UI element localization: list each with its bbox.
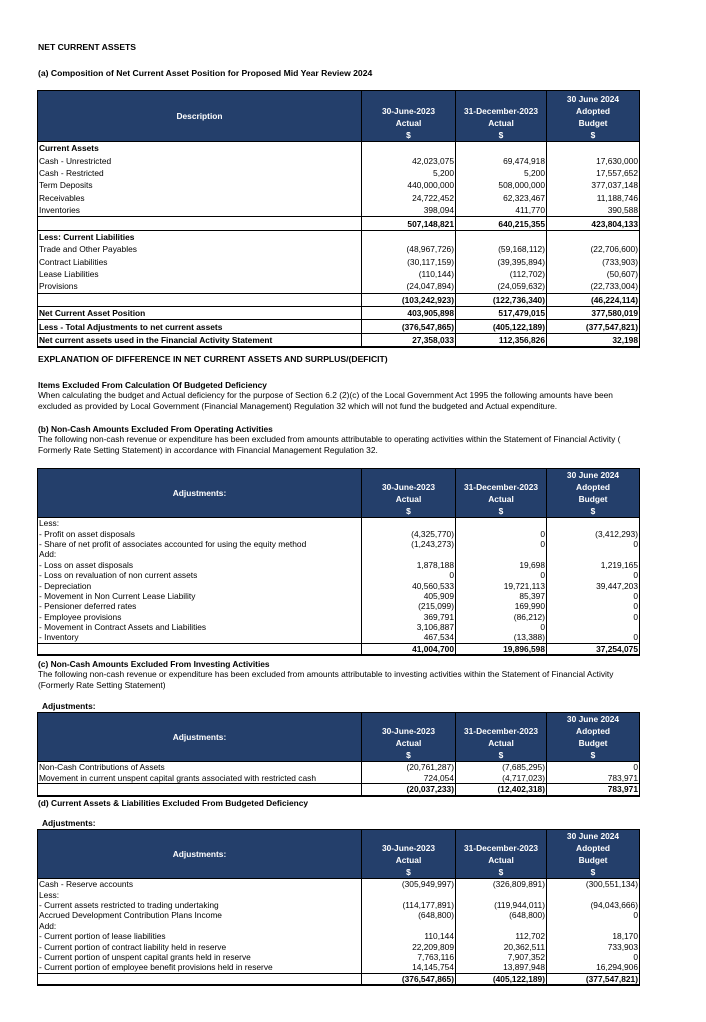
row-value: (377,547,821) xyxy=(547,973,640,985)
row-value xyxy=(362,549,456,559)
table-row xyxy=(38,622,640,632)
table-row xyxy=(38,154,640,166)
table-row xyxy=(38,580,640,590)
row-value: 0 xyxy=(547,570,640,580)
header-col-budget-2024-line: Budget xyxy=(578,738,608,748)
header-col-dec-2023-line: $ xyxy=(498,130,504,140)
row-label: - Movement in Contract Assets and Liabilities xyxy=(38,622,362,632)
row-value: 32,198 xyxy=(547,333,640,347)
row-value xyxy=(547,921,640,931)
row-value: 0 xyxy=(547,612,640,622)
row-value: 41,004,700 xyxy=(362,643,456,655)
row-value: (1,243,273) xyxy=(362,539,456,549)
header-col-2023 xyxy=(362,91,456,142)
header-col-dec-2023-line: 31-December-2023 xyxy=(463,726,539,736)
row-value: 13,897,948 xyxy=(456,962,547,973)
row-label: Less: xyxy=(38,889,362,899)
table-row xyxy=(38,230,640,243)
row-label: - Inventory xyxy=(38,632,362,643)
row-value: (20,037,233) xyxy=(362,784,456,796)
table-row xyxy=(38,952,640,962)
row-value: 69,474,918 xyxy=(456,154,547,166)
row-value: (119,944,011) xyxy=(456,900,547,910)
row-value: (405,122,189) xyxy=(456,973,547,985)
row-label: Provisions xyxy=(38,280,362,293)
row-value: (50,607) xyxy=(547,268,640,280)
row-value: (122,736,340) xyxy=(456,293,547,306)
row-value xyxy=(362,142,456,155)
row-value: 5,200 xyxy=(456,167,547,179)
header-col-2023-line: 30-June-2023 xyxy=(381,106,436,116)
row-value xyxy=(362,921,456,931)
row-label: - Loss on asset disposals xyxy=(38,560,362,570)
header-col-dec-2023 xyxy=(456,91,547,142)
row-label: Term Deposits xyxy=(38,179,362,191)
row-label: Cash - Unrestricted xyxy=(38,154,362,166)
row-value xyxy=(456,142,547,155)
header-col-budget-2024 xyxy=(547,830,640,879)
row-value: (112,702) xyxy=(456,268,547,280)
row-value xyxy=(547,549,640,559)
row-value: 377,580,019 xyxy=(547,307,640,320)
row-value: 0 xyxy=(362,570,456,580)
row-value: (114,177,891) xyxy=(362,900,456,910)
table-row xyxy=(38,204,640,217)
explanation-subheading: Items Excluded From Calculation Of Budgeted Deficiency xyxy=(38,380,267,390)
row-label: Contract Liabilities xyxy=(38,256,362,268)
row-value: 0 xyxy=(547,591,640,601)
table-row xyxy=(38,142,640,155)
row-label: Cash - Restricted xyxy=(38,167,362,179)
row-value: 17,630,000 xyxy=(547,154,640,166)
row-label: - Share of net profit of associates accounted for using the equity method xyxy=(38,539,362,549)
header-col-2023-line: Actual xyxy=(395,738,422,748)
row-label: Add: xyxy=(38,549,362,559)
row-value: 18,170 xyxy=(547,931,640,941)
row-value: 0 xyxy=(547,601,640,611)
header-col-dec-2023 xyxy=(456,713,547,762)
row-value: 0 xyxy=(456,570,547,580)
row-value: 0 xyxy=(547,762,640,773)
row-value: 5,200 xyxy=(362,167,456,179)
row-label: Current Assets xyxy=(38,142,362,155)
row-label: Net Current Asset Position xyxy=(38,307,362,320)
row-value: 467,534 xyxy=(362,632,456,643)
row-label: Less: xyxy=(38,518,362,529)
row-value: 112,702 xyxy=(456,931,547,941)
section-b-heading: (b) Non-Cash Amounts Excluded From Operating Activities xyxy=(38,424,273,434)
row-value: 440,000,000 xyxy=(362,179,456,191)
row-value: 0 xyxy=(547,910,640,920)
header-description: Description xyxy=(38,91,362,142)
header-col-dec-2023-line: 31-December-2023 xyxy=(463,843,539,853)
table-row xyxy=(38,910,640,920)
row-label: - Pensioner deferred rates xyxy=(38,601,362,611)
row-label: - Profit on asset disposals xyxy=(38,528,362,538)
table-row xyxy=(38,784,640,796)
row-value: 507,148,821 xyxy=(362,217,456,230)
row-value xyxy=(547,142,640,155)
table-header-row xyxy=(38,713,640,762)
table-row xyxy=(38,941,640,951)
row-value: 7,763,116 xyxy=(362,952,456,962)
header-col-budget-2024-line: 30 June 2024 xyxy=(566,470,620,480)
header-col-2023-line: 30-June-2023 xyxy=(381,843,436,853)
row-label: - Current portion of employee benefit provisions held in reserve xyxy=(38,962,362,973)
row-value: 405,909 xyxy=(362,591,456,601)
header-col-budget-2024-line: $ xyxy=(590,130,596,140)
header-col-dec-2023-line: 31-December-2023 xyxy=(463,106,539,116)
row-value: (215,099) xyxy=(362,601,456,611)
header-description: Adjustments: xyxy=(38,469,362,518)
table-row xyxy=(38,217,640,230)
row-label: Less - Total Adjustments to net current assets xyxy=(38,320,362,333)
table-row xyxy=(38,632,640,643)
row-label: - Current portion of contract liability held in reserve xyxy=(38,941,362,951)
row-value: (12,402,318) xyxy=(456,784,547,796)
header-col-budget-2024-line: 30 June 2024 xyxy=(566,714,620,724)
header-col-budget-2024-line: $ xyxy=(590,867,596,877)
table-row xyxy=(38,612,640,622)
section-c-adjustments-label: Adjustments: xyxy=(42,701,96,711)
row-label: - Employee provisions xyxy=(38,612,362,622)
row-value: 390,588 xyxy=(547,204,640,217)
section-c-text-2: (Formerly Rate Setting Statement) xyxy=(38,680,166,690)
row-label: - Current assets restricted to trading undertaking xyxy=(38,900,362,910)
table-row xyxy=(38,900,640,910)
table-row xyxy=(38,539,640,549)
table-row xyxy=(38,280,640,293)
row-label: Inventories xyxy=(38,204,362,217)
table-header-row xyxy=(38,91,640,142)
row-value: 42,023,075 xyxy=(362,154,456,166)
row-label: Less: Current Liabilities xyxy=(38,230,362,243)
row-value: 85,397 xyxy=(456,591,547,601)
row-value: 14,145,754 xyxy=(362,962,456,973)
header-col-budget-2024 xyxy=(547,91,640,142)
section-c-text-1: The following non-cash revenue or expenditure has been excluded from amounts attributable to investing activities within the Statement of Financial Activity xyxy=(38,669,614,679)
header-col-dec-2023-line: Actual xyxy=(488,855,514,865)
header-col-2023 xyxy=(362,713,456,762)
row-value: (103,242,923) xyxy=(362,293,456,306)
row-value: (733,903) xyxy=(547,256,640,268)
table-row xyxy=(38,307,640,320)
table-row xyxy=(38,570,640,580)
table-row xyxy=(38,643,640,655)
row-value: 724,054 xyxy=(362,773,456,784)
row-label: Accrued Development Contribution Plans Income xyxy=(38,910,362,920)
header-col-budget-2024-line: $ xyxy=(590,750,596,760)
row-value: 37,254,075 xyxy=(547,643,640,655)
header-col-2023-line: Actual xyxy=(395,855,422,865)
section-c-heading: (c) Non-Cash Amounts Excluded From Investing Activities xyxy=(38,659,270,669)
row-value: 398,094 xyxy=(362,204,456,217)
header-col-2023 xyxy=(362,469,456,518)
row-value: (22,733,004) xyxy=(547,280,640,293)
header-col-dec-2023-line: 31-December-2023 xyxy=(463,482,539,492)
row-value xyxy=(362,518,456,529)
row-label: Add: xyxy=(38,921,362,931)
row-label: - Loss on revaluation of non current assets xyxy=(38,570,362,580)
header-col-2023-line: $ xyxy=(406,750,411,760)
row-value: (376,547,865) xyxy=(362,320,456,333)
row-value: 110,144 xyxy=(362,931,456,941)
header-col-dec-2023-line: Actual xyxy=(488,494,514,504)
row-value: (648,800) xyxy=(456,910,547,920)
row-value: 16,294,906 xyxy=(547,962,640,973)
row-value: 508,000,000 xyxy=(456,179,547,191)
header-col-dec-2023-line: $ xyxy=(498,750,504,760)
row-label xyxy=(38,643,362,655)
row-value: 0 xyxy=(547,952,640,962)
row-value xyxy=(547,518,640,529)
table-row xyxy=(38,192,640,204)
row-label: Net current assets used in the Financial Activity Statement xyxy=(38,333,362,347)
row-label: Movement in current unspent capital grants associated with restricted cash xyxy=(38,773,362,784)
table-row xyxy=(38,333,640,347)
row-label xyxy=(38,784,362,796)
row-value: (86,212) xyxy=(456,612,547,622)
row-value: 1,878,188 xyxy=(362,560,456,570)
row-value: (7,685,295) xyxy=(456,762,547,773)
row-value: 0 xyxy=(456,528,547,538)
row-value: 0 xyxy=(547,539,640,549)
row-label: Trade and Other Payables xyxy=(38,243,362,255)
row-value: 0 xyxy=(456,539,547,549)
row-value: (305,949,997) xyxy=(362,879,456,890)
section-b-text-2: Formerly Rate Setting Statement) in accordance with Financial Management Regulation 32. xyxy=(38,445,378,455)
row-value: 783,971 xyxy=(547,773,640,784)
table-header-row xyxy=(38,830,640,879)
row-value xyxy=(547,230,640,243)
row-value xyxy=(456,518,547,529)
table-row xyxy=(38,560,640,570)
row-value: (24,047,894) xyxy=(362,280,456,293)
row-value: (376,547,865) xyxy=(362,973,456,985)
row-value: 733,903 xyxy=(547,941,640,951)
row-value: (4,325,770) xyxy=(362,528,456,538)
table-row xyxy=(38,601,640,611)
row-value: (59,168,112) xyxy=(456,243,547,255)
table-row xyxy=(38,921,640,931)
row-label xyxy=(38,217,362,230)
row-label: Lease Liabilities xyxy=(38,268,362,280)
section-d-heading: (d) Current Assets & Liabilities Excluded From Budgeted Deficiency xyxy=(38,798,309,808)
header-col-budget-2024 xyxy=(547,713,640,762)
row-value: (30,117,159) xyxy=(362,256,456,268)
row-label: Cash - Reserve accounts xyxy=(38,879,362,890)
header-description: Adjustments: xyxy=(38,713,362,762)
net-current-assets-table xyxy=(37,90,640,348)
row-value: (48,967,726) xyxy=(362,243,456,255)
section-b-text-1: The following non-cash revenue or expenditure has been excluded from amounts attributable to operating activities within the Statement of Financial Activity ( xyxy=(38,434,621,444)
row-value: (24,059,632) xyxy=(456,280,547,293)
excluded-assets-liabilities-table xyxy=(37,829,640,986)
header-col-budget-2024-line: Adopted xyxy=(576,106,610,116)
row-value xyxy=(362,889,456,899)
header-col-2023-line: Actual xyxy=(395,494,422,504)
row-value: 783,971 xyxy=(547,784,640,796)
row-value: 20,362,511 xyxy=(456,941,547,951)
row-value: 17,557,652 xyxy=(547,167,640,179)
table-row xyxy=(38,773,640,784)
header-col-budget-2024-line: Budget xyxy=(578,494,608,504)
row-value: 19,721,113 xyxy=(456,580,547,590)
row-value: 411,770 xyxy=(456,204,547,217)
row-value xyxy=(547,889,640,899)
operating-adjustments-table xyxy=(37,468,640,656)
header-col-budget-2024-line: Budget xyxy=(578,118,608,128)
header-col-budget-2024-line: Adopted xyxy=(576,482,610,492)
table-row xyxy=(38,762,640,773)
table-row xyxy=(38,591,640,601)
row-value: (13,388) xyxy=(456,632,547,643)
row-value: 640,215,355 xyxy=(456,217,547,230)
header-col-budget-2024-line: Adopted xyxy=(576,843,610,853)
row-label xyxy=(38,973,362,985)
header-col-budget-2024-line: Budget xyxy=(578,855,608,865)
table-header-row xyxy=(38,469,640,518)
header-col-budget-2024-line: Adopted xyxy=(576,726,610,736)
row-label: - Movement in Non Current Lease Liability xyxy=(38,591,362,601)
row-label: - Depreciation xyxy=(38,580,362,590)
row-value: 1,219,165 xyxy=(547,560,640,570)
header-col-budget-2024-line: 30 June 2024 xyxy=(566,94,620,104)
row-value xyxy=(362,230,456,243)
header-col-budget-2024-line: 30 June 2024 xyxy=(566,831,620,841)
row-value: 62,323,467 xyxy=(456,192,547,204)
row-value: 19,698 xyxy=(456,560,547,570)
table-row xyxy=(38,549,640,559)
table-row xyxy=(38,293,640,306)
page-title: NET CURRENT ASSETS xyxy=(38,42,137,52)
header-col-dec-2023-line: $ xyxy=(498,506,504,516)
row-value: (3,412,293) xyxy=(547,528,640,538)
row-value: (405,122,189) xyxy=(456,320,547,333)
row-label: - Current portion of lease liabilities xyxy=(38,931,362,941)
header-col-dec-2023 xyxy=(456,469,547,518)
header-col-2023-line: $ xyxy=(406,506,411,516)
row-value xyxy=(456,921,547,931)
explanation-text-2: excluded as provided by Local Government (Financial Management) Regulation 32 which will not fund the budgeted and Actual expenditure. xyxy=(38,401,558,411)
header-col-2023-line: 30-June-2023 xyxy=(381,482,436,492)
table-row xyxy=(38,179,640,191)
row-value: 22,209,809 xyxy=(362,941,456,951)
row-label xyxy=(38,293,362,306)
row-value: (4,717,023) xyxy=(456,773,547,784)
row-label: - Current portion of unspent capital grants held in reserve xyxy=(38,952,362,962)
explanation-text-1: When calculating the budget and Actual deficiency for the purpose of Section 6.2 (2)(c) of the Local Government Act 1995 the following amounts have been xyxy=(38,390,613,400)
row-value: (20,761,287) xyxy=(362,762,456,773)
table-row xyxy=(38,889,640,899)
row-value: 403,905,898 xyxy=(362,307,456,320)
table-row xyxy=(38,256,640,268)
header-description: Adjustments: xyxy=(38,830,362,879)
row-value: 377,037,148 xyxy=(547,179,640,191)
row-value: 169,990 xyxy=(456,601,547,611)
row-value xyxy=(456,889,547,899)
row-value: 39,447,203 xyxy=(547,580,640,590)
row-value: 19,896,598 xyxy=(456,643,547,655)
row-value: 11,188,746 xyxy=(547,192,640,204)
row-value: 0 xyxy=(456,622,547,632)
row-value: 112,356,826 xyxy=(456,333,547,347)
row-label: Non-Cash Contributions of Assets xyxy=(38,762,362,773)
header-col-budget-2024 xyxy=(547,469,640,518)
header-col-2023 xyxy=(362,830,456,879)
row-value: 369,791 xyxy=(362,612,456,622)
table-row xyxy=(38,268,640,280)
header-col-2023-line: $ xyxy=(406,867,411,877)
row-value: 423,804,133 xyxy=(547,217,640,230)
row-value: (39,395,894) xyxy=(456,256,547,268)
header-col-dec-2023 xyxy=(456,830,547,879)
header-col-dec-2023-line: $ xyxy=(498,867,504,877)
header-col-budget-2024-line: $ xyxy=(590,506,596,516)
row-value xyxy=(547,622,640,632)
row-value: 7,907,352 xyxy=(456,952,547,962)
table-row xyxy=(38,528,640,538)
row-value: (110,144) xyxy=(362,268,456,280)
table-row xyxy=(38,320,640,333)
row-value: 3,106,887 xyxy=(362,622,456,632)
row-value: (377,547,821) xyxy=(547,320,640,333)
row-value: (300,551,134) xyxy=(547,879,640,890)
row-value: (648,800) xyxy=(362,910,456,920)
row-value: (326,809,891) xyxy=(456,879,547,890)
table-row xyxy=(38,243,640,255)
header-col-dec-2023-line: Actual xyxy=(488,118,514,128)
row-value: (94,043,666) xyxy=(547,900,640,910)
row-value: 0 xyxy=(547,632,640,643)
header-col-2023-line: $ xyxy=(406,130,411,140)
investing-adjustments-table xyxy=(37,712,640,797)
table-row xyxy=(38,518,640,529)
row-value: 27,358,033 xyxy=(362,333,456,347)
row-value: (46,224,114) xyxy=(547,293,640,306)
row-value: 24,722,452 xyxy=(362,192,456,204)
row-value: 40,560,533 xyxy=(362,580,456,590)
row-value: (22,706,600) xyxy=(547,243,640,255)
section-a-heading: (a) Composition of Net Current Asset Position for Proposed Mid Year Review 2024 xyxy=(38,68,373,78)
header-col-dec-2023-line: Actual xyxy=(488,738,514,748)
header-col-2023-line: 30-June-2023 xyxy=(381,726,436,736)
table-row xyxy=(38,962,640,973)
row-label: Receivables xyxy=(38,192,362,204)
explanation-heading: EXPLANATION OF DIFFERENCE IN NET CURRENT ASSETS AND SURPLUS/(DEFICIT) xyxy=(38,354,388,364)
section-d-adjustments-label: Adjustments: xyxy=(42,818,96,828)
row-value xyxy=(456,549,547,559)
row-value: 517,479,015 xyxy=(456,307,547,320)
row-value xyxy=(456,230,547,243)
table-row xyxy=(38,879,640,890)
table-row xyxy=(38,931,640,941)
table-row xyxy=(38,973,640,985)
table-row xyxy=(38,167,640,179)
header-col-2023-line: Actual xyxy=(395,118,422,128)
